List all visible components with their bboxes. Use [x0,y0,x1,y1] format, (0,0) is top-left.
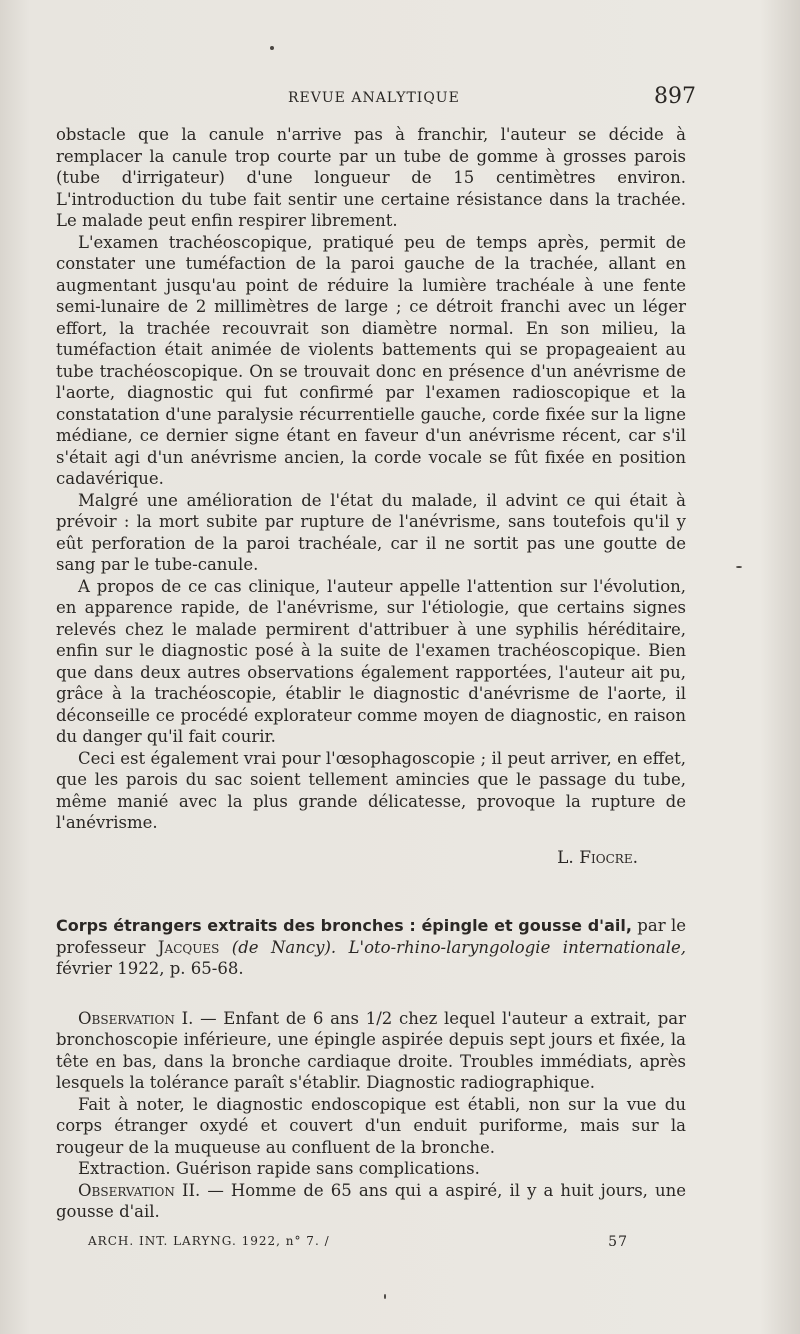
observation-paragraph [56,1180,686,1223]
footer-citation [88,1234,330,1248]
paragraph: Malgré une amélioration de l'état du malade, il advint ce qui était à prévoir : la mort subite par rupture de l'anévrisme, sans toutefois qu'il y eût perforation de la paroi trachéale, car il ne sortit pas une goutte de sang par le tube-canule. [56,490,686,574]
paragraph: Ceci est également vrai pour l'œsophagoscopie ; il peut arriver, en effet, que les parois du sac soient tellement amincies que le passage du tube, même manié avec la plus grande délicatesse, provoque la rupture de l'anévrisme. [56,748,686,832]
paragraph: L'examen trachéoscopique, pratiqué peu de temps après, permit de constater une tuméfaction de la paroi gauche de la trachée, allant en augmentant jusqu'au point de réduire la lumière trachéale à une fente semi-lunaire de 2 millimètres de large ; ce détroit franchi avec un léger effort, la trachée recouvrait son diamètre normal. En son milieu, la tuméfaction était animée de violents battements qui se propageaient au tube trachéoscopique. On se trouvait donc en présence d'un anévrisme de l'aorte, diagnostic qui fut confirmé par l'examen radioscopique et la constatation d'une paralysie récurrentielle gauche, corde fixée sur la ligne médiane, ce dernier signe étant en faveur d'un anévrisme récent, car s'il s'était agi d'un anévrisme ancien, la corde vocale se fût fixée en position cadavérique. [56,232,686,488]
observation-paragraph [56,1094,686,1159]
observation-paragraph [56,1158,686,1180]
paragraph: A propos de ce cas clinique, l'auteur appelle l'attention sur l'évolution, en apparence rapide, de l'anévrisme, sur l'étiologie, que certains signes relevés chez le malade permirent d'attribuer à une syphilis héréditaire, enfin sur le diagnostic posé à la suite de l'examen trachéoscopique. Bien que dans deux autres observations également rapportées, l'auteur ait pu, grâce à la trachéoscopie, établir le diagnostic d'anévrisme de l'aorte, il déconseille ce procédé explorateur comme moyen de diagnostic, en raison du danger qu'il fait courir. [56,576,686,746]
citation: février 1922, p. 65-68. [56,959,244,978]
page-header [56,84,696,114]
section-heading [56,915,686,980]
ink-speck [384,1294,386,1299]
journal-name: L'oto-rhino-laryngologie internationale, [348,937,687,957]
footer-citation-text: ARCH. INT. LARYNG. 1922, n° 7. [88,1234,320,1248]
footer-mark: / [324,1234,330,1248]
article-body [56,124,686,1223]
author-name: Jacques [157,937,220,957]
observation-text: — Homme de 65 ans qui a aspiré, il y a huit jours, une gousse d'ail. [56,1180,687,1221]
author-intro: par le professeur [56,916,686,957]
running-head: REVUE ANALYTIQUE [288,90,460,106]
observation-text: Fait à noter, le diagnostic endoscopique est établi, non sur la vue du corps étranger oxydé et couvert d'un enduit puriforme, mais sur la rougeur de la muqueuse au confluent de la bronche. [56,1094,686,1157]
author-place: (de Nancy). [231,937,337,957]
ink-speck [736,566,742,568]
observation-label: Observation I. [78,1008,194,1028]
page-number: 897 [654,84,696,109]
section-title: Corps étrangers extraits des bronches : épingle et gousse d'ail, [56,916,632,935]
observation-text: — Enfant de 6 ans 1/2 chez lequel l'auteur a extrait, par bronchoscopie inférieure, une épingle aspirée depuis sept jours et fixée, la tête en bas, dans la bronche cardiaque droite. Troubles immédiats, après lesquels la tolérance paraît s'établir. Diagnostic radiographique. [56,1008,687,1092]
signature: L. Fiocre. [557,847,638,868]
observation-label: Observation II. [78,1180,201,1200]
observation-text: Extraction. Guérison rapide sans complications. [78,1159,480,1178]
observation-paragraph [56,1008,686,1094]
paragraph: obstacle que la canule n'arrive pas à franchir, l'auteur se décide à remplacer la canule trop courte par un tube de gomme à grosses parois (tube d'irrigateur) d'une longueur de 15 centimètres environ. L'introduction du tube fait sentir une certaine résistance dans la trachée. Le malade peut enfin respirer librement. [56,125,686,230]
signature-number: 57 [608,1234,628,1250]
ink-speck [270,46,274,50]
